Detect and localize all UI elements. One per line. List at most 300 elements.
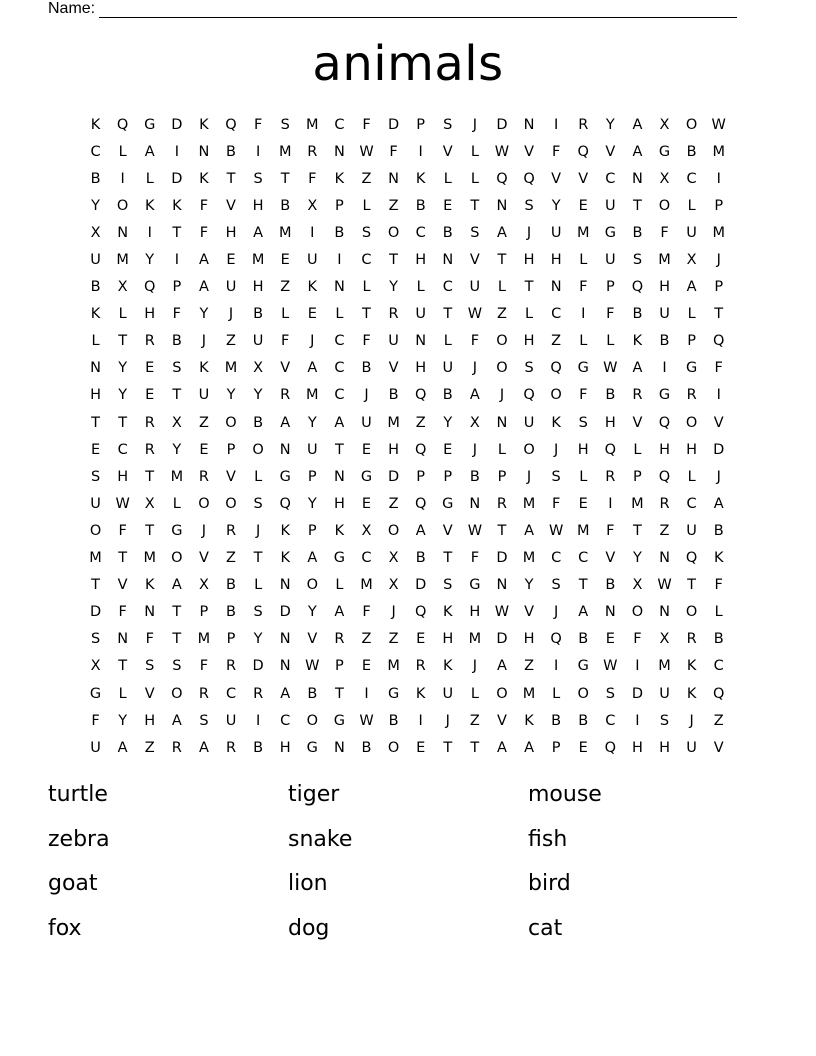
grid-letter[interactable]: R xyxy=(225,522,237,539)
grid-letter[interactable]: C xyxy=(334,387,345,404)
grid-letter[interactable]: A xyxy=(144,143,155,160)
name-blank-line[interactable] xyxy=(99,3,737,18)
grid-letter[interactable]: V xyxy=(280,360,291,377)
grid-letter[interactable]: L xyxy=(362,279,371,296)
grid-letter[interactable]: C xyxy=(605,712,616,729)
grid-letter[interactable]: H xyxy=(659,739,670,756)
grid-letter[interactable]: G xyxy=(89,685,102,702)
grid-letter[interactable]: L xyxy=(497,279,506,296)
grid-letter[interactable]: F xyxy=(579,387,588,404)
grid-letter[interactable]: V xyxy=(578,170,589,187)
grid-letter[interactable]: K xyxy=(199,116,209,133)
grid-letter[interactable]: P xyxy=(307,522,317,539)
grid-letter[interactable]: M xyxy=(658,252,671,269)
grid-letter[interactable]: B xyxy=(632,306,643,323)
grid-letter[interactable]: A xyxy=(415,522,426,539)
grid-letter[interactable]: E xyxy=(578,495,588,512)
grid-letter[interactable]: S xyxy=(172,658,182,675)
grid-letter[interactable]: C xyxy=(280,712,291,729)
grid-letter[interactable]: T xyxy=(118,658,128,675)
grid-letter[interactable]: Z xyxy=(361,631,372,648)
grid-letter[interactable]: R xyxy=(307,143,318,160)
grid-letter[interactable]: C xyxy=(334,333,345,350)
grid-letter[interactable]: F xyxy=(172,306,181,323)
grid-letter[interactable]: A xyxy=(713,495,724,512)
grid-letter[interactable]: V xyxy=(442,143,453,160)
grid-letter[interactable]: F xyxy=(118,522,127,539)
grid-letter[interactable]: Y xyxy=(605,116,615,133)
grid-letter[interactable]: K xyxy=(415,170,426,187)
grid-letter[interactable]: K xyxy=(443,658,453,675)
grid-letter[interactable]: A xyxy=(171,577,182,594)
grid-letter[interactable]: F xyxy=(714,577,723,594)
grid-letter[interactable]: E xyxy=(443,441,453,458)
grid-letter[interactable]: M xyxy=(387,414,400,431)
grid-letter[interactable]: N xyxy=(631,170,643,187)
grid-letter[interactable]: E xyxy=(199,441,209,458)
grid-letter[interactable]: J xyxy=(554,441,559,458)
grid-letter[interactable]: I xyxy=(337,252,342,269)
grid-letter[interactable]: O xyxy=(496,333,508,350)
grid-letter[interactable]: H xyxy=(604,414,616,431)
grid-letter[interactable]: I xyxy=(310,224,315,241)
grid-letter[interactable]: H xyxy=(144,712,156,729)
grid-letter[interactable]: L xyxy=(362,197,371,214)
grid-letter[interactable]: T xyxy=(687,577,697,594)
grid-letter[interactable]: O xyxy=(225,495,237,512)
grid-letter[interactable]: E xyxy=(361,658,372,675)
grid-letter[interactable]: L xyxy=(443,170,452,187)
grid-letter[interactable]: V xyxy=(524,604,534,621)
grid-letter[interactable]: J xyxy=(499,387,505,404)
grid-letter[interactable]: X xyxy=(659,170,670,187)
grid-letter[interactable]: F xyxy=(606,522,615,539)
grid-letter[interactable]: L xyxy=(145,170,154,187)
grid-letter[interactable]: N xyxy=(469,495,481,512)
grid-letter[interactable]: P xyxy=(307,468,317,485)
grid-letter[interactable]: W xyxy=(359,712,374,729)
grid-letter[interactable]: N xyxy=(523,116,535,133)
grid-letter[interactable]: T xyxy=(172,224,182,241)
grid-letter[interactable]: C xyxy=(361,252,372,269)
grid-letter[interactable]: U xyxy=(442,360,454,377)
grid-letter[interactable]: L xyxy=(470,143,479,160)
grid-letter[interactable]: J xyxy=(472,441,477,458)
grid-letter[interactable]: J xyxy=(472,658,477,675)
grid-letter[interactable]: A xyxy=(578,604,589,621)
grid-letter[interactable]: E xyxy=(361,441,372,458)
grid-letter[interactable]: F xyxy=(199,658,209,675)
grid-letter[interactable]: U xyxy=(90,252,101,269)
grid-letter[interactable]: J xyxy=(228,306,234,323)
grid-letter[interactable]: R xyxy=(280,387,291,404)
grid-letter[interactable]: R xyxy=(632,387,643,404)
grid-letter[interactable]: E xyxy=(361,495,372,512)
grid-letter[interactable]: I xyxy=(255,712,261,729)
grid-letter[interactable]: E xyxy=(145,360,155,377)
grid-letter[interactable]: A xyxy=(632,360,643,377)
grid-letter[interactable]: C xyxy=(225,685,237,702)
name-field[interactable] xyxy=(48,0,737,18)
grid-letter[interactable]: Z xyxy=(659,522,670,539)
grid-letter[interactable]: G xyxy=(171,522,183,539)
grid-letter[interactable]: M xyxy=(306,387,319,404)
grid-letter[interactable]: I xyxy=(716,387,721,404)
grid-letter[interactable]: E xyxy=(416,739,426,756)
word-search-grid[interactable] xyxy=(82,111,732,761)
grid-letter[interactable]: R xyxy=(334,631,345,648)
grid-letter[interactable]: T xyxy=(334,441,344,458)
grid-letter[interactable]: S xyxy=(632,252,643,269)
grid-letter[interactable]: H xyxy=(631,739,643,756)
grid-letter[interactable]: Q xyxy=(604,739,617,756)
grid-letter[interactable]: W xyxy=(603,360,618,377)
grid-letter[interactable]: A xyxy=(632,143,643,160)
grid-letter[interactable]: I xyxy=(120,170,125,187)
grid-letter[interactable]: L xyxy=(335,577,344,594)
grid-letter[interactable]: P xyxy=(335,658,344,675)
grid-letter[interactable]: A xyxy=(307,360,318,377)
grid-letter[interactable]: U xyxy=(523,414,535,431)
grid-letter[interactable]: U xyxy=(415,306,426,323)
grid-letter[interactable]: V xyxy=(713,414,724,431)
grid-letter[interactable]: S xyxy=(524,197,534,214)
grid-letter[interactable]: T xyxy=(470,197,480,214)
grid-letter[interactable]: Y xyxy=(307,495,317,512)
grid-letter[interactable]: X xyxy=(117,279,128,296)
grid-letter[interactable]: K xyxy=(632,333,643,350)
grid-letter[interactable]: L xyxy=(714,604,723,621)
grid-letter[interactable]: P xyxy=(497,468,507,485)
grid-letter[interactable]: L xyxy=(579,333,588,350)
grid-letter[interactable]: Z xyxy=(415,414,426,431)
grid-letter[interactable]: G xyxy=(469,577,481,594)
grid-letter[interactable]: M xyxy=(576,522,590,539)
grid-letter[interactable]: R xyxy=(686,387,697,404)
grid-letter[interactable]: W xyxy=(305,658,320,675)
grid-letter[interactable]: Y xyxy=(118,360,128,377)
grid-letter[interactable]: B xyxy=(253,414,264,431)
grid-letter[interactable]: Q xyxy=(414,495,427,512)
grid-letter[interactable]: O xyxy=(387,739,400,756)
grid-letter[interactable]: J xyxy=(689,712,694,729)
grid-letter[interactable]: S xyxy=(524,360,534,377)
grid-letter[interactable]: T xyxy=(334,685,344,702)
grid-letter[interactable]: T xyxy=(253,550,263,567)
grid-letter[interactable]: O xyxy=(685,414,698,431)
grid-letter[interactable]: B xyxy=(388,387,399,404)
grid-letter[interactable]: U xyxy=(605,252,616,269)
grid-letter[interactable]: L xyxy=(470,685,479,702)
grid-letter[interactable]: V xyxy=(605,550,616,567)
grid-letter[interactable]: E xyxy=(416,631,426,648)
grid-letter[interactable]: Z xyxy=(388,495,399,512)
grid-letter[interactable]: T xyxy=(443,306,453,323)
grid-letter[interactable]: Q xyxy=(496,170,508,187)
grid-letter[interactable]: V xyxy=(226,197,236,214)
grid-letter[interactable]: X xyxy=(632,577,643,594)
grid-letter[interactable]: K xyxy=(686,685,697,702)
grid-letter[interactable]: B xyxy=(226,604,236,621)
grid-letter[interactable]: F xyxy=(362,333,371,350)
grid-letter[interactable]: N xyxy=(198,143,210,160)
grid-letter[interactable]: A xyxy=(307,550,318,567)
grid-letter[interactable]: M xyxy=(522,550,536,567)
grid-letter[interactable]: I xyxy=(418,712,423,729)
grid-letter[interactable]: U xyxy=(659,685,670,702)
grid-letter[interactable]: J xyxy=(445,712,450,729)
grid-letter[interactable]: Z xyxy=(713,712,724,729)
grid-letter[interactable]: C xyxy=(578,550,589,567)
grid-letter[interactable]: C xyxy=(605,170,616,187)
grid-letter[interactable]: M xyxy=(576,224,590,241)
grid-letter[interactable]: O xyxy=(685,116,698,133)
grid-letter[interactable]: F xyxy=(606,306,615,323)
grid-letter[interactable]: B xyxy=(442,224,453,241)
grid-letter[interactable]: X xyxy=(686,252,697,269)
grid-letter[interactable]: R xyxy=(253,685,264,702)
grid-letter[interactable]: Y xyxy=(389,279,398,296)
grid-letter[interactable]: A xyxy=(496,658,507,675)
grid-letter[interactable]: J xyxy=(472,360,477,377)
grid-letter[interactable]: D xyxy=(631,685,643,702)
grid-letter[interactable]: Y xyxy=(253,631,263,648)
grid-letter[interactable]: A xyxy=(686,279,697,296)
grid-letter[interactable]: B xyxy=(307,685,318,702)
grid-letter[interactable]: U xyxy=(198,387,210,404)
grid-letter[interactable]: L xyxy=(552,685,561,702)
grid-letter[interactable]: F xyxy=(91,712,100,729)
grid-letter[interactable]: D xyxy=(279,604,291,621)
grid-letter[interactable]: Q xyxy=(523,387,535,404)
grid-letter[interactable]: F xyxy=(199,224,209,241)
grid-letter[interactable]: K xyxy=(144,197,155,214)
grid-letter[interactable]: N xyxy=(496,197,508,214)
grid-letter[interactable]: K xyxy=(90,116,101,133)
grid-letter[interactable]: Z xyxy=(524,658,535,675)
grid-letter[interactable]: S xyxy=(199,712,209,729)
grid-letter[interactable]: X xyxy=(144,495,155,512)
grid-letter[interactable]: T xyxy=(497,522,507,539)
grid-letter[interactable]: F xyxy=(714,360,723,377)
grid-letter[interactable]: Q xyxy=(144,279,156,296)
grid-letter[interactable]: S xyxy=(172,360,182,377)
grid-letter[interactable]: G xyxy=(144,116,156,133)
grid-letter[interactable]: O xyxy=(577,685,589,702)
grid-letter[interactable]: N xyxy=(388,170,399,187)
grid-letter[interactable]: P xyxy=(416,468,426,485)
grid-letter[interactable]: M xyxy=(522,685,536,702)
grid-letter[interactable]: B xyxy=(361,739,372,756)
grid-letter[interactable]: H xyxy=(333,495,345,512)
grid-letter[interactable]: B xyxy=(90,170,101,187)
grid-letter[interactable]: T xyxy=(524,279,534,296)
grid-letter[interactable]: R xyxy=(415,658,426,675)
grid-letter[interactable]: K xyxy=(144,577,155,594)
grid-letter[interactable]: K xyxy=(443,604,453,621)
grid-letter[interactable]: N xyxy=(333,143,345,160)
grid-letter[interactable]: T xyxy=(91,577,100,594)
grid-letter[interactable]: J xyxy=(201,522,207,539)
grid-letter[interactable]: T xyxy=(118,414,128,431)
grid-letter[interactable]: F xyxy=(389,143,398,160)
grid-letter[interactable]: G xyxy=(658,387,671,404)
grid-letter[interactable]: E xyxy=(578,197,588,214)
grid-letter[interactable]: G xyxy=(685,360,698,377)
grid-letter[interactable]: U xyxy=(306,252,318,269)
grid-letter[interactable]: H xyxy=(659,441,670,458)
grid-letter[interactable]: S xyxy=(551,577,561,594)
grid-letter[interactable]: U xyxy=(252,333,264,350)
grid-letter[interactable]: V xyxy=(307,631,318,648)
grid-letter[interactable]: F xyxy=(579,279,588,296)
grid-letter[interactable]: O xyxy=(387,522,400,539)
grid-letter[interactable]: K xyxy=(172,197,182,214)
grid-letter[interactable]: L xyxy=(606,333,615,350)
grid-letter[interactable]: Z xyxy=(198,414,209,431)
grid-letter[interactable]: A xyxy=(496,224,507,241)
grid-letter[interactable]: B xyxy=(171,333,182,350)
grid-letter[interactable]: H xyxy=(117,468,129,485)
grid-letter[interactable]: U xyxy=(605,197,616,214)
grid-letter[interactable]: Z xyxy=(496,306,507,323)
grid-letter[interactable]: M xyxy=(251,252,265,269)
grid-letter[interactable]: U xyxy=(361,414,372,431)
grid-letter[interactable]: Z xyxy=(388,631,399,648)
grid-letter[interactable]: F xyxy=(145,631,154,648)
grid-letter[interactable]: L xyxy=(525,306,534,323)
grid-letter[interactable]: K xyxy=(334,522,345,539)
grid-letter[interactable]: Z xyxy=(280,279,291,296)
grid-letter[interactable]: G xyxy=(658,143,671,160)
grid-letter[interactable]: L xyxy=(687,306,696,323)
grid-letter[interactable]: Q xyxy=(279,495,291,512)
grid-letter[interactable]: T xyxy=(172,387,182,404)
grid-letter[interactable]: S xyxy=(253,604,263,621)
grid-letter[interactable]: Z xyxy=(388,197,399,214)
grid-letter[interactable]: V xyxy=(388,360,399,377)
grid-letter[interactable]: A xyxy=(496,739,507,756)
grid-letter[interactable]: W xyxy=(494,143,510,160)
grid-letter[interactable]: T xyxy=(714,306,724,323)
grid-letter[interactable]: W xyxy=(494,604,510,621)
grid-letter[interactable]: A xyxy=(524,522,534,539)
grid-letter[interactable]: H xyxy=(225,224,237,241)
grid-letter[interactable]: O xyxy=(306,712,318,729)
grid-letter[interactable]: A xyxy=(171,712,182,729)
grid-letter[interactable]: T xyxy=(578,577,588,594)
grid-letter[interactable]: Y xyxy=(145,252,155,269)
grid-letter[interactable]: R xyxy=(198,468,209,485)
grid-letter[interactable]: I xyxy=(635,658,640,675)
grid-letter[interactable]: K xyxy=(713,550,724,567)
grid-letter[interactable]: L xyxy=(172,495,181,512)
grid-letter[interactable]: C xyxy=(686,170,697,187)
grid-letter[interactable]: Q xyxy=(414,604,427,621)
grid-letter[interactable]: G xyxy=(360,468,373,485)
grid-letter[interactable]: J xyxy=(391,604,396,621)
grid-letter[interactable]: E xyxy=(605,631,615,648)
grid-letter[interactable]: F xyxy=(308,170,317,187)
grid-letter[interactable]: G xyxy=(387,685,400,702)
grid-letter[interactable]: D xyxy=(496,116,508,133)
grid-letter[interactable]: M xyxy=(197,631,211,648)
grid-letter[interactable]: V xyxy=(632,414,643,431)
grid-letter[interactable]: L xyxy=(254,577,263,594)
grid-letter[interactable]: F xyxy=(551,143,561,160)
grid-letter[interactable]: M xyxy=(306,116,319,133)
grid-letter[interactable]: U xyxy=(550,224,562,241)
grid-letter[interactable]: F xyxy=(362,604,371,621)
grid-letter[interactable]: X xyxy=(659,631,670,648)
grid-letter[interactable]: B xyxy=(280,197,291,214)
grid-letter[interactable]: T xyxy=(280,170,290,187)
grid-letter[interactable]: K xyxy=(551,414,561,431)
grid-letter[interactable]: S xyxy=(443,577,453,594)
grid-letter[interactable]: H xyxy=(388,441,400,458)
grid-letter[interactable]: F xyxy=(253,116,263,133)
grid-letter[interactable]: X xyxy=(253,360,264,377)
grid-letter[interactable]: Q xyxy=(550,631,562,648)
grid-letter[interactable]: Q xyxy=(658,414,671,431)
grid-letter[interactable]: A xyxy=(117,739,128,756)
grid-letter[interactable]: H xyxy=(252,279,264,296)
grid-letter[interactable]: P xyxy=(226,631,236,648)
grid-letter[interactable]: P xyxy=(714,279,724,296)
grid-letter[interactable]: T xyxy=(443,550,453,567)
grid-letter[interactable]: U xyxy=(306,441,318,458)
grid-letter[interactable]: P xyxy=(226,441,236,458)
grid-letter[interactable]: N xyxy=(659,604,670,621)
grid-letter[interactable]: W xyxy=(467,522,483,539)
grid-letter[interactable]: B xyxy=(713,631,724,648)
grid-letter[interactable]: Q xyxy=(523,170,535,187)
grid-letter[interactable]: P xyxy=(551,739,561,756)
grid-letter[interactable]: K xyxy=(334,170,345,187)
grid-letter[interactable]: T xyxy=(118,333,128,350)
grid-letter[interactable]: R xyxy=(144,441,155,458)
grid-letter[interactable]: K xyxy=(307,279,318,296)
grid-letter[interactable]: H xyxy=(144,306,156,323)
grid-letter[interactable]: T xyxy=(172,604,182,621)
grid-letter[interactable]: I xyxy=(608,495,613,512)
grid-letter[interactable]: H xyxy=(686,441,698,458)
grid-letter[interactable]: Y xyxy=(307,414,317,431)
grid-letter[interactable]: A xyxy=(280,685,291,702)
grid-letter[interactable]: N xyxy=(333,739,345,756)
grid-letter[interactable]: S xyxy=(551,468,561,485)
grid-letter[interactable]: X xyxy=(361,522,372,539)
grid-letter[interactable]: M xyxy=(522,495,536,512)
grid-letter[interactable]: J xyxy=(364,387,369,404)
grid-letter[interactable]: N xyxy=(415,333,427,350)
grid-letter[interactable]: J xyxy=(716,468,721,485)
grid-letter[interactable]: U xyxy=(686,739,697,756)
grid-letter[interactable]: Q xyxy=(712,333,725,350)
grid-letter[interactable]: B xyxy=(253,306,264,323)
grid-letter[interactable]: O xyxy=(89,522,102,539)
grid-letter[interactable]: J xyxy=(201,333,207,350)
grid-letter[interactable]: W xyxy=(548,522,564,539)
grid-letter[interactable]: O xyxy=(550,387,562,404)
grid-letter[interactable]: U xyxy=(90,495,101,512)
grid-letter[interactable]: D xyxy=(415,577,427,594)
grid-letter[interactable]: E xyxy=(443,197,453,214)
grid-letter[interactable]: G xyxy=(442,495,454,512)
grid-letter[interactable]: A xyxy=(280,414,291,431)
grid-letter[interactable]: Q xyxy=(631,279,644,296)
grid-letter[interactable]: T xyxy=(145,468,155,485)
